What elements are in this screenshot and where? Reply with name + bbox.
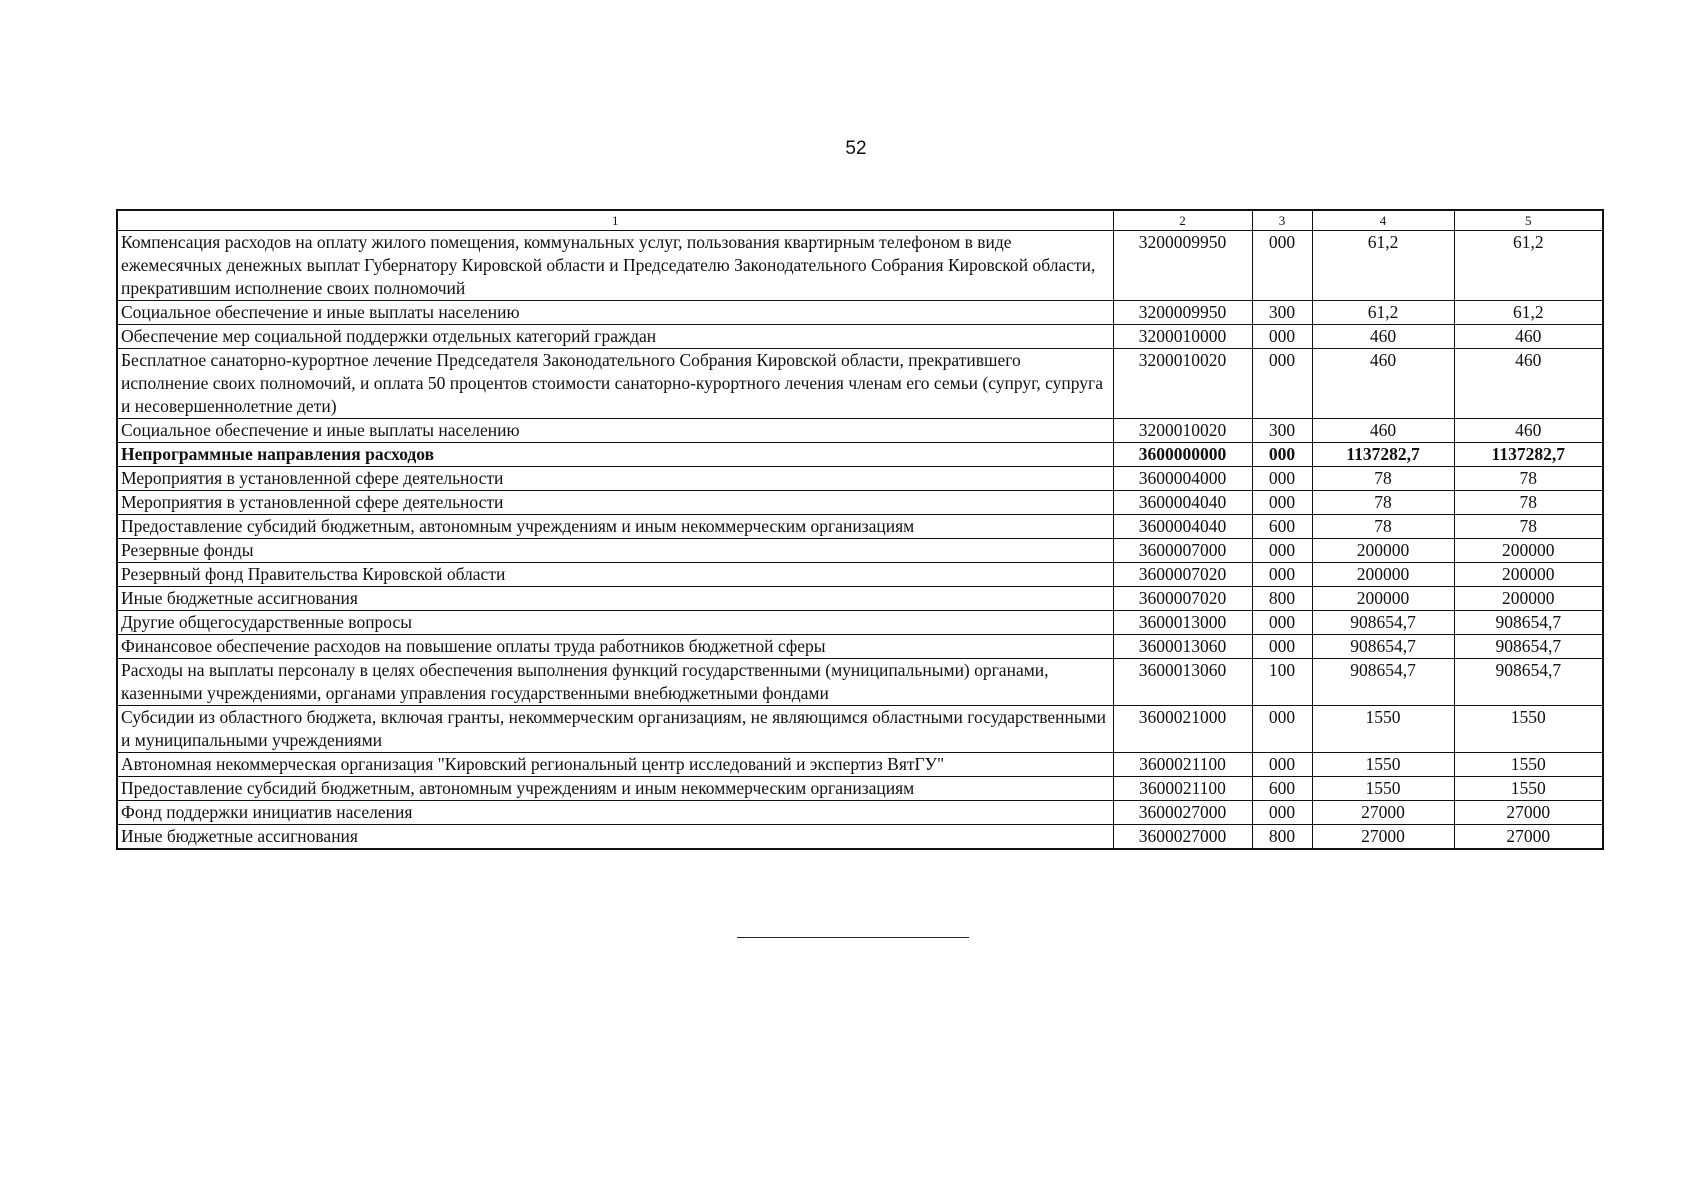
row-sum-2-cell: 200000 xyxy=(1454,539,1603,563)
row-sum-2-cell: 61,2 xyxy=(1454,301,1603,325)
row-name-cell: Автономная некоммерческая организация "Кировский региональный центр исследований и экспертиз ВятГУ" xyxy=(117,753,1113,777)
row-sum-1-cell: 27000 xyxy=(1312,801,1454,825)
row-code-cell: 3600021000 xyxy=(1113,706,1252,753)
row-type-cell: 800 xyxy=(1252,587,1312,611)
row-sum-1-cell: 78 xyxy=(1312,515,1454,539)
row-name-cell: Социальное обеспечение и иные выплаты населению xyxy=(117,301,1113,325)
row-code-cell: 3200009950 xyxy=(1113,231,1252,301)
row-sum-1-cell: 27000 xyxy=(1312,825,1454,850)
row-type-cell: 300 xyxy=(1252,419,1312,443)
row-sum-1-cell: 908654,7 xyxy=(1312,611,1454,635)
row-name-cell: Обеспечение мер социальной поддержки отдельных категорий граждан xyxy=(117,325,1113,349)
table-row xyxy=(117,587,1603,611)
row-sum-2-cell: 908654,7 xyxy=(1454,611,1603,635)
column-header-type: 3 xyxy=(1252,210,1312,231)
table-row xyxy=(117,611,1603,635)
row-name-cell: Субсидии из областного бюджета, включая гранты, некоммерческим организациям, не являющимся областными государственными и муниципальными учреждениями xyxy=(117,706,1113,753)
row-type-cell: 000 xyxy=(1252,491,1312,515)
row-name-cell: Резервный фонд Правительства Кировской области xyxy=(117,563,1113,587)
row-sum-1-cell: 200000 xyxy=(1312,563,1454,587)
row-sum-1-cell: 200000 xyxy=(1312,539,1454,563)
column-header-name: 1 xyxy=(117,210,1113,231)
row-type-cell: 000 xyxy=(1252,706,1312,753)
row-sum-1-cell: 460 xyxy=(1312,349,1454,419)
row-sum-1-cell: 200000 xyxy=(1312,587,1454,611)
row-code-cell: 3600007000 xyxy=(1113,539,1252,563)
row-name-cell: Фонд поддержки инициатив населения xyxy=(117,801,1113,825)
column-header-sum-1: 4 xyxy=(1312,210,1454,231)
row-code-cell: 3600004000 xyxy=(1113,467,1252,491)
row-name-cell: Финансовое обеспечение расходов на повышение оплаты труда работников бюджетной сферы xyxy=(117,635,1113,659)
page-number: 52 xyxy=(845,138,867,159)
row-sum-2-cell: 1137282,7 xyxy=(1454,443,1603,467)
budget-expenditure-table xyxy=(116,209,1604,850)
row-name-cell: Компенсация расходов на оплату жилого помещения, коммунальных услуг, пользования квартирным телефоном в виде ежемесячных денежных выплат Губернатору Кировской области и Председателю Законодательного Собрания Кировской области, прекратившим исполнение своих полномочий xyxy=(117,231,1113,301)
table-row xyxy=(117,635,1603,659)
row-code-cell: 3600007020 xyxy=(1113,587,1252,611)
row-code-cell: 3600027000 xyxy=(1113,825,1252,850)
row-sum-2-cell: 1550 xyxy=(1454,753,1603,777)
table-body xyxy=(117,231,1603,850)
row-type-cell: 000 xyxy=(1252,801,1312,825)
row-name-cell: Мероприятия в установленной сфере деятельности xyxy=(117,491,1113,515)
row-code-cell: 3200009950 xyxy=(1113,301,1252,325)
row-sum-1-cell: 908654,7 xyxy=(1312,635,1454,659)
row-type-cell: 000 xyxy=(1252,539,1312,563)
row-code-cell: 3200010000 xyxy=(1113,325,1252,349)
table-row xyxy=(117,301,1603,325)
row-sum-1-cell: 1550 xyxy=(1312,777,1454,801)
row-type-cell: 000 xyxy=(1252,349,1312,419)
row-sum-1-cell: 1137282,7 xyxy=(1312,443,1454,467)
row-sum-2-cell: 78 xyxy=(1454,491,1603,515)
row-code-cell: 3600021100 xyxy=(1113,753,1252,777)
row-sum-2-cell: 908654,7 xyxy=(1454,635,1603,659)
row-name-cell: Социальное обеспечение и иные выплаты населению xyxy=(117,419,1113,443)
row-code-cell: 3600007020 xyxy=(1113,563,1252,587)
row-sum-2-cell: 27000 xyxy=(1454,801,1603,825)
row-sum-2-cell: 1550 xyxy=(1454,777,1603,801)
table-header-row xyxy=(117,210,1603,231)
row-sum-1-cell: 460 xyxy=(1312,325,1454,349)
row-type-cell: 000 xyxy=(1252,635,1312,659)
row-name-cell: Предоставление субсидий бюджетным, автономным учреждениям и иным некоммерческим организациям xyxy=(117,777,1113,801)
row-type-cell: 300 xyxy=(1252,301,1312,325)
table-row xyxy=(117,777,1603,801)
table-row xyxy=(117,753,1603,777)
row-sum-2-cell: 460 xyxy=(1454,325,1603,349)
row-sum-1-cell: 78 xyxy=(1312,467,1454,491)
row-code-cell: 3600000000 xyxy=(1113,443,1252,467)
row-sum-1-cell: 61,2 xyxy=(1312,301,1454,325)
table-row xyxy=(117,231,1603,301)
column-header-code: 2 xyxy=(1113,210,1252,231)
row-type-cell: 000 xyxy=(1252,611,1312,635)
table-row xyxy=(117,349,1603,419)
row-type-cell: 600 xyxy=(1252,777,1312,801)
row-code-cell: 3600004040 xyxy=(1113,515,1252,539)
table-row xyxy=(117,491,1603,515)
row-code-cell: 3600013060 xyxy=(1113,635,1252,659)
row-type-cell: 100 xyxy=(1252,659,1312,706)
row-sum-1-cell: 460 xyxy=(1312,419,1454,443)
table-row xyxy=(117,825,1603,850)
row-sum-1-cell: 1550 xyxy=(1312,753,1454,777)
row-type-cell: 000 xyxy=(1252,231,1312,301)
row-name-cell: Иные бюджетные ассигнования xyxy=(117,587,1113,611)
row-sum-2-cell: 27000 xyxy=(1454,825,1603,850)
table-row xyxy=(117,419,1603,443)
table-row xyxy=(117,539,1603,563)
row-name-cell: Расходы на выплаты персоналу в целях обеспечения выполнения функций государственными (муниципальными) органами, казенными учреждениями, органами управления государственными внебюджетными фондами xyxy=(117,659,1113,706)
row-sum-2-cell: 460 xyxy=(1454,419,1603,443)
row-name-cell: Другие общегосударственные вопросы xyxy=(117,611,1113,635)
row-type-cell: 800 xyxy=(1252,825,1312,850)
end-of-document-rule xyxy=(737,937,969,938)
row-sum-1-cell: 908654,7 xyxy=(1312,659,1454,706)
table-row xyxy=(117,325,1603,349)
row-code-cell: 3600013060 xyxy=(1113,659,1252,706)
row-sum-2-cell: 78 xyxy=(1454,467,1603,491)
row-code-cell: 3600021100 xyxy=(1113,777,1252,801)
row-type-cell: 000 xyxy=(1252,443,1312,467)
row-code-cell: 3600013000 xyxy=(1113,611,1252,635)
row-sum-2-cell: 908654,7 xyxy=(1454,659,1603,706)
row-sum-2-cell: 1550 xyxy=(1454,706,1603,753)
table-row xyxy=(117,563,1603,587)
row-sum-2-cell: 200000 xyxy=(1454,587,1603,611)
row-name-cell: Бесплатное санаторно-курортное лечение Председателя Законодательного Собрания Кировской области, прекратившего исполнение своих полномочий, и оплата 50 процентов стоимости санаторно-курортного лечения членам его семьи (супруг, супруга и несовершеннолетние дети) xyxy=(117,349,1113,419)
row-type-cell: 000 xyxy=(1252,467,1312,491)
column-header-sum-2: 5 xyxy=(1454,210,1603,231)
row-sum-2-cell: 61,2 xyxy=(1454,231,1603,301)
row-sum-2-cell: 200000 xyxy=(1454,563,1603,587)
row-name-cell: Иные бюджетные ассигнования xyxy=(117,825,1113,850)
row-sum-1-cell: 1550 xyxy=(1312,706,1454,753)
row-sum-2-cell: 460 xyxy=(1454,349,1603,419)
table-row xyxy=(117,467,1603,491)
row-type-cell: 000 xyxy=(1252,563,1312,587)
row-name-cell: Резервные фонды xyxy=(117,539,1113,563)
row-name-cell: Мероприятия в установленной сфере деятельности xyxy=(117,467,1113,491)
row-type-cell: 000 xyxy=(1252,753,1312,777)
row-sum-1-cell: 61,2 xyxy=(1312,231,1454,301)
row-code-cell: 3200010020 xyxy=(1113,349,1252,419)
row-code-cell: 3600004040 xyxy=(1113,491,1252,515)
row-name-cell: Непрограммные направления расходов xyxy=(117,443,1113,467)
row-code-cell: 3200010020 xyxy=(1113,419,1252,443)
row-type-cell: 000 xyxy=(1252,325,1312,349)
row-sum-1-cell: 78 xyxy=(1312,491,1454,515)
table-row xyxy=(117,443,1603,467)
table-row xyxy=(117,659,1603,706)
row-sum-2-cell: 78 xyxy=(1454,515,1603,539)
table-row xyxy=(117,801,1603,825)
row-name-cell: Предоставление субсидий бюджетным, автономным учреждениям и иным некоммерческим организациям xyxy=(117,515,1113,539)
table-row xyxy=(117,515,1603,539)
row-code-cell: 3600027000 xyxy=(1113,801,1252,825)
row-type-cell: 600 xyxy=(1252,515,1312,539)
table-row xyxy=(117,706,1603,753)
